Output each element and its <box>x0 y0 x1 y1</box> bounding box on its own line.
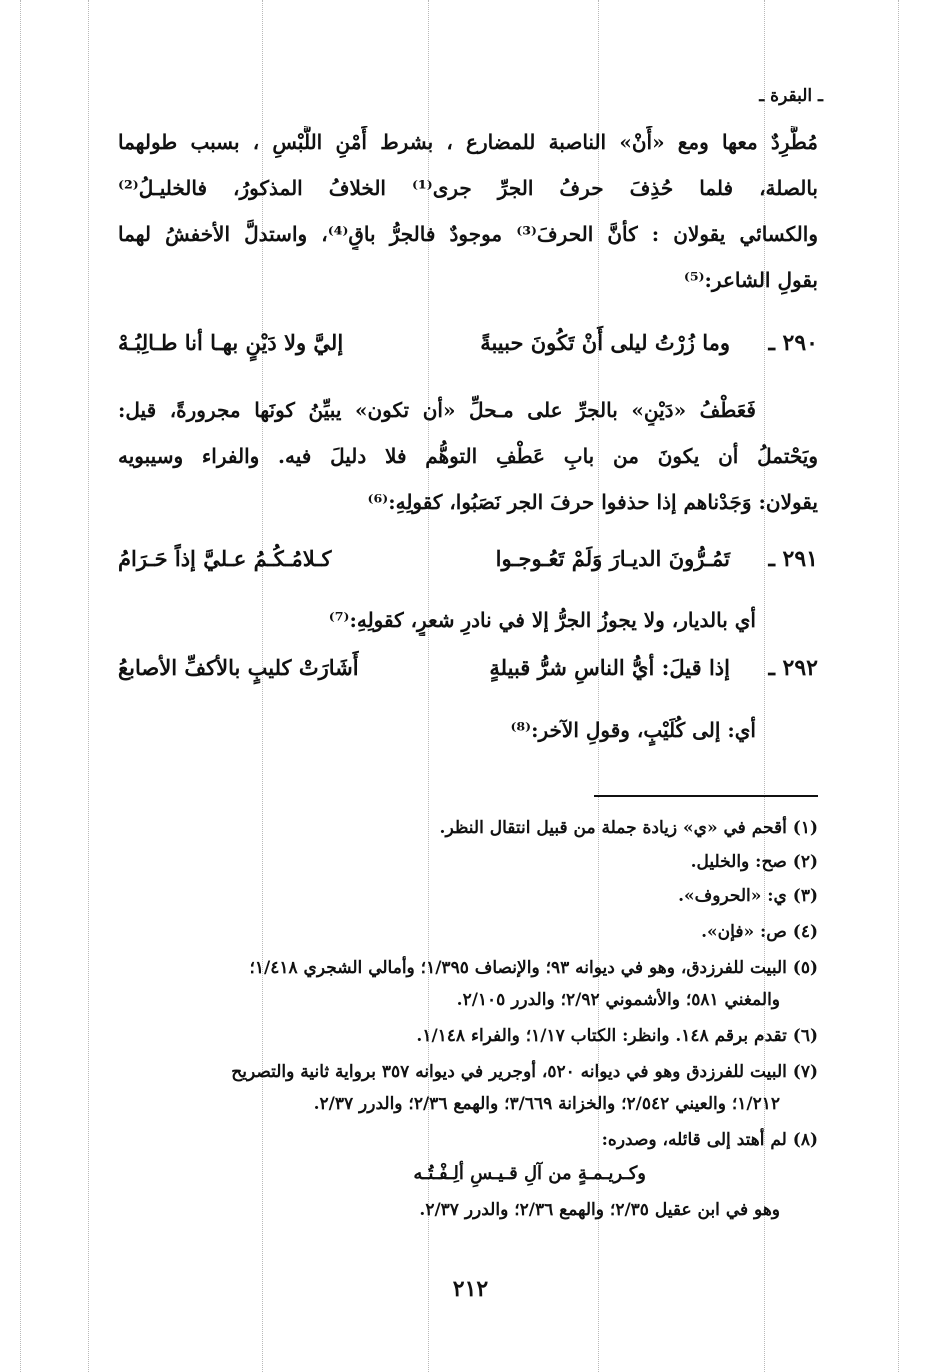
verse-hemistich-first: تَمُـرُّونَ الديـارَ وَلَمْ تَعُـوجـوا <box>495 546 730 571</box>
verse-number: ٢٩٢ ـ <box>768 655 818 681</box>
text-line: يقولان: وَجَدْناهم إذا حذفوا حرفَ الجر نَصَبُوا، كقولِهِ:⁽⁶⁾ <box>367 490 818 514</box>
text-line: مُطَّرِدٌ معها ومع «أَنْ» الناصبة للمضارع ، بشرط أَمْنِ اللَّبْسِ ، بسبب طولهما <box>118 130 818 154</box>
text-line: والكسائي يقولان : كأنَّ الحرفَ⁽³⁾ موجودٌ فالجرُّ باقٍ⁽⁴⁾، واستدلَّ الأخفشُ لهما <box>118 222 818 246</box>
text-line: أي بالديار، ولا يجوزُ الجرُّ إلا في نادرِ شعرٍ، كقولِهِ:⁽⁷⁾ <box>328 608 756 632</box>
verse-hemistich-second: أَشَارَتْ كليبٍ بالأكفِّ الأصابعُ <box>118 655 359 680</box>
footnote-3: (٣) ي: «الحروف». <box>678 886 818 906</box>
footnote-8: (٨) لم أهتد إلى قائله، وصدره: <box>601 1130 818 1150</box>
verse-hemistich-first: وما زُرْتُ ليلى أَنْ تَكُونَ حبيبةً <box>480 330 730 355</box>
verse-number: ٢٩١ ـ <box>768 546 818 572</box>
footnote-6: (٦) تقدم برقم ١٤٨. وانظر: الكتاب ١/١٧؛ والفراء ١/١٤٨. <box>416 1026 818 1046</box>
verse-291 <box>118 546 818 582</box>
footnote-8-verse: وكـريـمـةٍ من آلِ قـيـسِ ألِـفْـتُـه <box>413 1163 646 1184</box>
footnote-8-source: وهو في ابن عقيل ٢/٣٥؛ والهمع ٢/٣٦؛ والدرر ٢/٣٧. <box>419 1200 780 1220</box>
text-line: ويَحْتملُ أن يكونَ من بابِ عَطْفِ التوهُّم فلا دليلَ فيه. والفراء وسيبويه <box>118 444 818 468</box>
running-header: ـ البقرة ـ <box>759 86 823 106</box>
verse-hemistich-second: كـلامُـكُـمُ عـليَّ إذاً حَـرَامُ <box>118 546 332 571</box>
verse-number: ٢٩٠ ـ <box>768 330 818 356</box>
verse-292 <box>118 655 818 691</box>
margin-guide-line <box>88 0 89 1372</box>
footnote-7-continued: ١/٢١٢؛ والعيني ٢/٥٤٢؛ والخزانة ٣/٦٦٩؛ والهمع ٢/٣٦؛ والدرر ٢/٣٧. <box>313 1094 780 1114</box>
page-number: ٢١٢ <box>452 1276 489 1302</box>
text-line: بالصلة، فلما حُذِفَ حرفُ الجرِّ جرى⁽¹⁾ الخلافُ المذكورُ، فالخليـلُ⁽²⁾ <box>118 176 818 200</box>
footnote-5-continued: والمغني ٥٨١؛ والأشموني ٢/٩٢؛ والدرر ٢/١٠٥. <box>456 990 780 1010</box>
footnote-4: (٤) ص: «فإن». <box>701 922 818 942</box>
footnote-5: (٥) البيت للفرزدق، وهو في ديوانه ٩٣؛ والإنصاف ١/٣٩٥؛ وأمالي الشجري ١/٤١٨؛ <box>249 958 818 978</box>
verse-290 <box>118 330 818 366</box>
footnote-1: (١) أقحم في «ي» زيادة جملة من قبيل انتقال النظر. <box>439 818 818 838</box>
text-line: بقولِ الشاعر:⁽⁵⁾ <box>683 268 818 292</box>
footnote-2: (٢) صح: والخليل. <box>690 852 818 872</box>
footnote-separator <box>594 795 818 797</box>
text-line: أي: إلى كُلَيْبٍ، وقولِ الآخر:⁽⁸⁾ <box>510 718 756 742</box>
verse-hemistich-second: إليَّ ولا دَيْنٍ بهـا أنا طـالِبُـهْ <box>118 330 344 355</box>
verse-hemistich-first: إذا قيلَ: أيُّ الناسِ شرُّ قبيلةٍ <box>489 655 730 680</box>
footnote-7: (٧) البيت للفرزدق وهو في ديوانه ٥٢٠، أوجرير في ديوانه ٣٥٧ برواية ثانية والتصريح <box>231 1062 818 1082</box>
margin-guide-line <box>20 0 21 1372</box>
margin-guide-line <box>898 0 899 1372</box>
text-line: فَعَطْفُ «دَيْنٍ» بالجرِّ على مـحلِّ «أن تكون» يبيِّنُ كونَها مجرورةً، قيل: <box>118 398 756 422</box>
